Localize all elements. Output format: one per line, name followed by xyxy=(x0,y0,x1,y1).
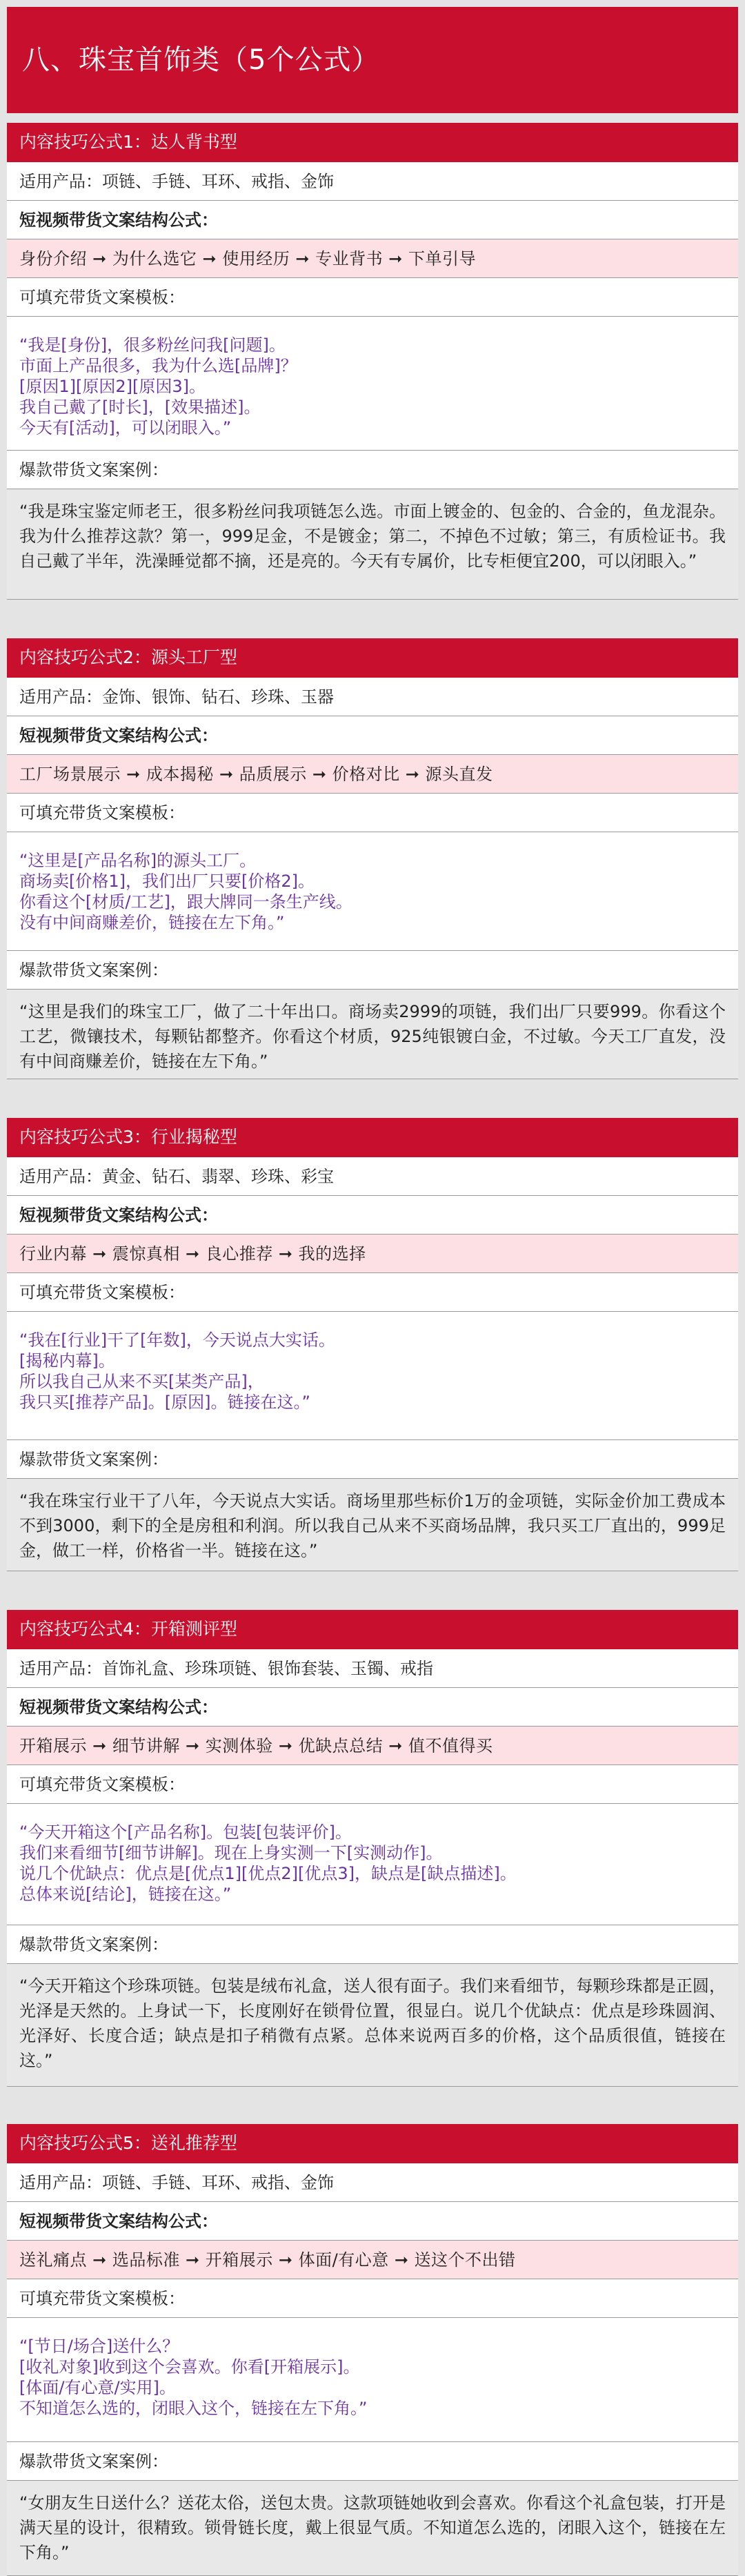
example-text: “女朋友生日送什么？送花太俗，送包太贵。这款项链她收到会喜欢。你看这个礼盒包装，打开是满天星的设计，很精致。锁骨链长度，戴上很显气质。不知道怎么选的，闭眼入这个，链接在左下角。” xyxy=(7,2481,738,2576)
template-label: 可填充带货文案模板： xyxy=(7,1765,738,1804)
template-label: 可填充带货文案模板： xyxy=(7,278,738,317)
template-text: “今天开箱这个[产品名称]。包装[包装评价]。 我们来看细节[细节讲解]。现在上身实测一下[实测动作]。 说几个优缺点：优点是[优点1][优点2][优点3]，缺点是[缺点描述]。 总体来说[结论]，链接在这。” xyxy=(7,1804,738,1925)
example-label: 爆款带货文案案例： xyxy=(7,2442,738,2481)
example-label: 爆款带货文案案例： xyxy=(7,451,738,489)
structure-flow: 行业内幕 ➞ 震惊真相 ➞ 良心推荐 ➞ 我的选择 xyxy=(7,1235,738,1273)
products-value: 金饰、银饰、钻石、珍珠、玉器 xyxy=(102,687,334,707)
example-text: “这里是我们的珠宝工厂，做了二十年出口。商场卖2999的项链，我们出厂只要999。你看这个工艺，微镶技术，每颗钻都整齐。你看这个材质，925纯银镀白金，不过敏。今天工厂直发，没有中间商赚差价，链接在左下角。” xyxy=(7,990,738,1079)
structure-flow: 工厂场景展示 ➞ 成本揭秘 ➞ 品质展示 ➞ 价格对比 ➞ 源头直发 xyxy=(7,755,738,794)
example-label: 爆款带货文案案例： xyxy=(7,1440,738,1479)
applicable-products-row xyxy=(7,1157,738,1196)
structure-label: 短视频带货文案结构公式： xyxy=(7,1688,738,1727)
structure-label: 短视频带货文案结构公式： xyxy=(7,201,738,239)
products-label: 适用产品： xyxy=(19,1659,102,1678)
formula-section-1 xyxy=(7,123,738,600)
section-heading: 内容技巧公式4：开箱测评型 xyxy=(7,1610,738,1649)
applicable-products-row xyxy=(7,678,738,716)
structure-flow: 开箱展示 ➞ 细节讲解 ➞ 实测体验 ➞ 优缺点总结 ➞ 值不值得买 xyxy=(7,1727,738,1765)
section-heading: 内容技巧公式3：行业揭秘型 xyxy=(7,1118,738,1157)
template-text: “这里是[产品名称]的源头工厂。 商场卖[价格1]，我们出厂只要[价格2]。 你看这个[材质/工艺]，跟大牌同一条生产线。 没有中间商赚差价，链接在左下角。” xyxy=(7,832,738,951)
example-text: “我在珠宝行业干了八年，今天说点大实话。商场里那些标价1万的金项链，实际金价加工费成本不到3000，剩下的全是房租和利润。所以我自己从来不买商场品牌，我只买工厂直出的，999足金，做工一样，价格省一半。链接在这。” xyxy=(7,1479,738,1571)
template-text: “我是[身份]，很多粉丝问我[问题]。 市面上产品很多，我为什么选[品牌]？ [原因1][原因2][原因3]。 我自己戴了[时长]，[效果描述]。 今天有[活动]，可以闭眼入。” xyxy=(7,317,738,451)
products-value: 项链、手链、耳环、戒指、金饰 xyxy=(102,2173,334,2192)
page-title: 八、珠宝首饰类（5个公式） xyxy=(7,7,738,113)
products-value: 黄金、钻石、翡翠、珍珠、彩宝 xyxy=(102,1167,334,1186)
formula-section-2 xyxy=(7,638,738,1079)
template-label: 可填充带货文案模板： xyxy=(7,1273,738,1312)
example-text: “今天开箱这个珍珠项链。包装是绒布礼盒，送人很有面子。我们来看细节，每颗珍珠都是正圆，光泽是天然的。上身试一下，长度刚好在锁骨位置，很显白。说几个优缺点：优点是珍珠圆润、光泽好、长度合适；缺点是扣子稍微有点紧。总体来说两百多的价格，这个品质很值，链接在这。” xyxy=(7,1964,738,2087)
structure-label: 短视频带货文案结构公式： xyxy=(7,1196,738,1235)
formula-section-3 xyxy=(7,1118,738,1571)
structure-flow: 送礼痛点 ➞ 选品标准 ➞ 开箱展示 ➞ 体面/有心意 ➞ 送这个不出错 xyxy=(7,2241,738,2279)
formula-section-5 xyxy=(7,2124,738,2576)
products-label: 适用产品： xyxy=(19,2173,102,2192)
template-text: “我在[行业]干了[年数]，今天说点大实话。 [揭秘内幕]。 所以我自己从来不买[某类产品]， 我只买[推荐产品]。[原因]。链接在这。” xyxy=(7,1312,738,1440)
structure-flow: 身份介绍 ➞ 为什么选它 ➞ 使用经历 ➞ 专业背书 ➞ 下单引导 xyxy=(7,239,738,278)
template-text: “[节日/场合]送什么？ [收礼对象]收到这个会喜欢。你看[开箱展示]。 [体面/有心意/实用]。 不知道怎么选的，闭眼入这个，链接在左下角。” xyxy=(7,2318,738,2442)
section-spacer xyxy=(7,1079,738,1118)
products-label: 适用产品： xyxy=(19,687,102,707)
template-label: 可填充带货文案模板： xyxy=(7,794,738,832)
section-heading: 内容技巧公式5：送礼推荐型 xyxy=(7,2124,738,2163)
products-label: 适用产品： xyxy=(19,172,102,191)
products-value: 首饰礼盒、珍珠项链、银饰套装、玉镯、戒指 xyxy=(102,1659,433,1678)
example-text: “我是珠宝鉴定师老王，很多粉丝问我项链怎么选。市面上镀金的、包金的、合金的，鱼龙混杂。我为什么推荐这款？第一，999足金，不是镀金；第二，不掉色不过敏；第三，有质检证书。我自己戴了半年，洗澡睡觉都不摘，还是亮的。今天有专属价，比专柜便宜200，可以闭眼入。” xyxy=(7,489,738,600)
applicable-products-row xyxy=(7,1649,738,1688)
document-page xyxy=(7,0,738,2576)
example-label: 爆款带货文案案例： xyxy=(7,951,738,990)
section-spacer xyxy=(7,1571,738,1610)
section-heading: 内容技巧公式1：达人背书型 xyxy=(7,123,738,162)
formula-section-4 xyxy=(7,1610,738,2087)
template-label: 可填充带货文案模板： xyxy=(7,2279,738,2318)
example-label: 爆款带货文案案例： xyxy=(7,1925,738,1964)
structure-label: 短视频带货文案结构公式： xyxy=(7,2202,738,2241)
section-spacer xyxy=(7,2087,738,2124)
spacer xyxy=(7,113,738,123)
products-value: 项链、手链、耳环、戒指、金饰 xyxy=(102,172,334,191)
section-spacer xyxy=(7,600,738,638)
applicable-products-row xyxy=(7,2163,738,2202)
applicable-products-row xyxy=(7,162,738,201)
products-label: 适用产品： xyxy=(19,1167,102,1186)
section-heading: 内容技巧公式2：源头工厂型 xyxy=(7,638,738,678)
structure-label: 短视频带货文案结构公式： xyxy=(7,716,738,755)
